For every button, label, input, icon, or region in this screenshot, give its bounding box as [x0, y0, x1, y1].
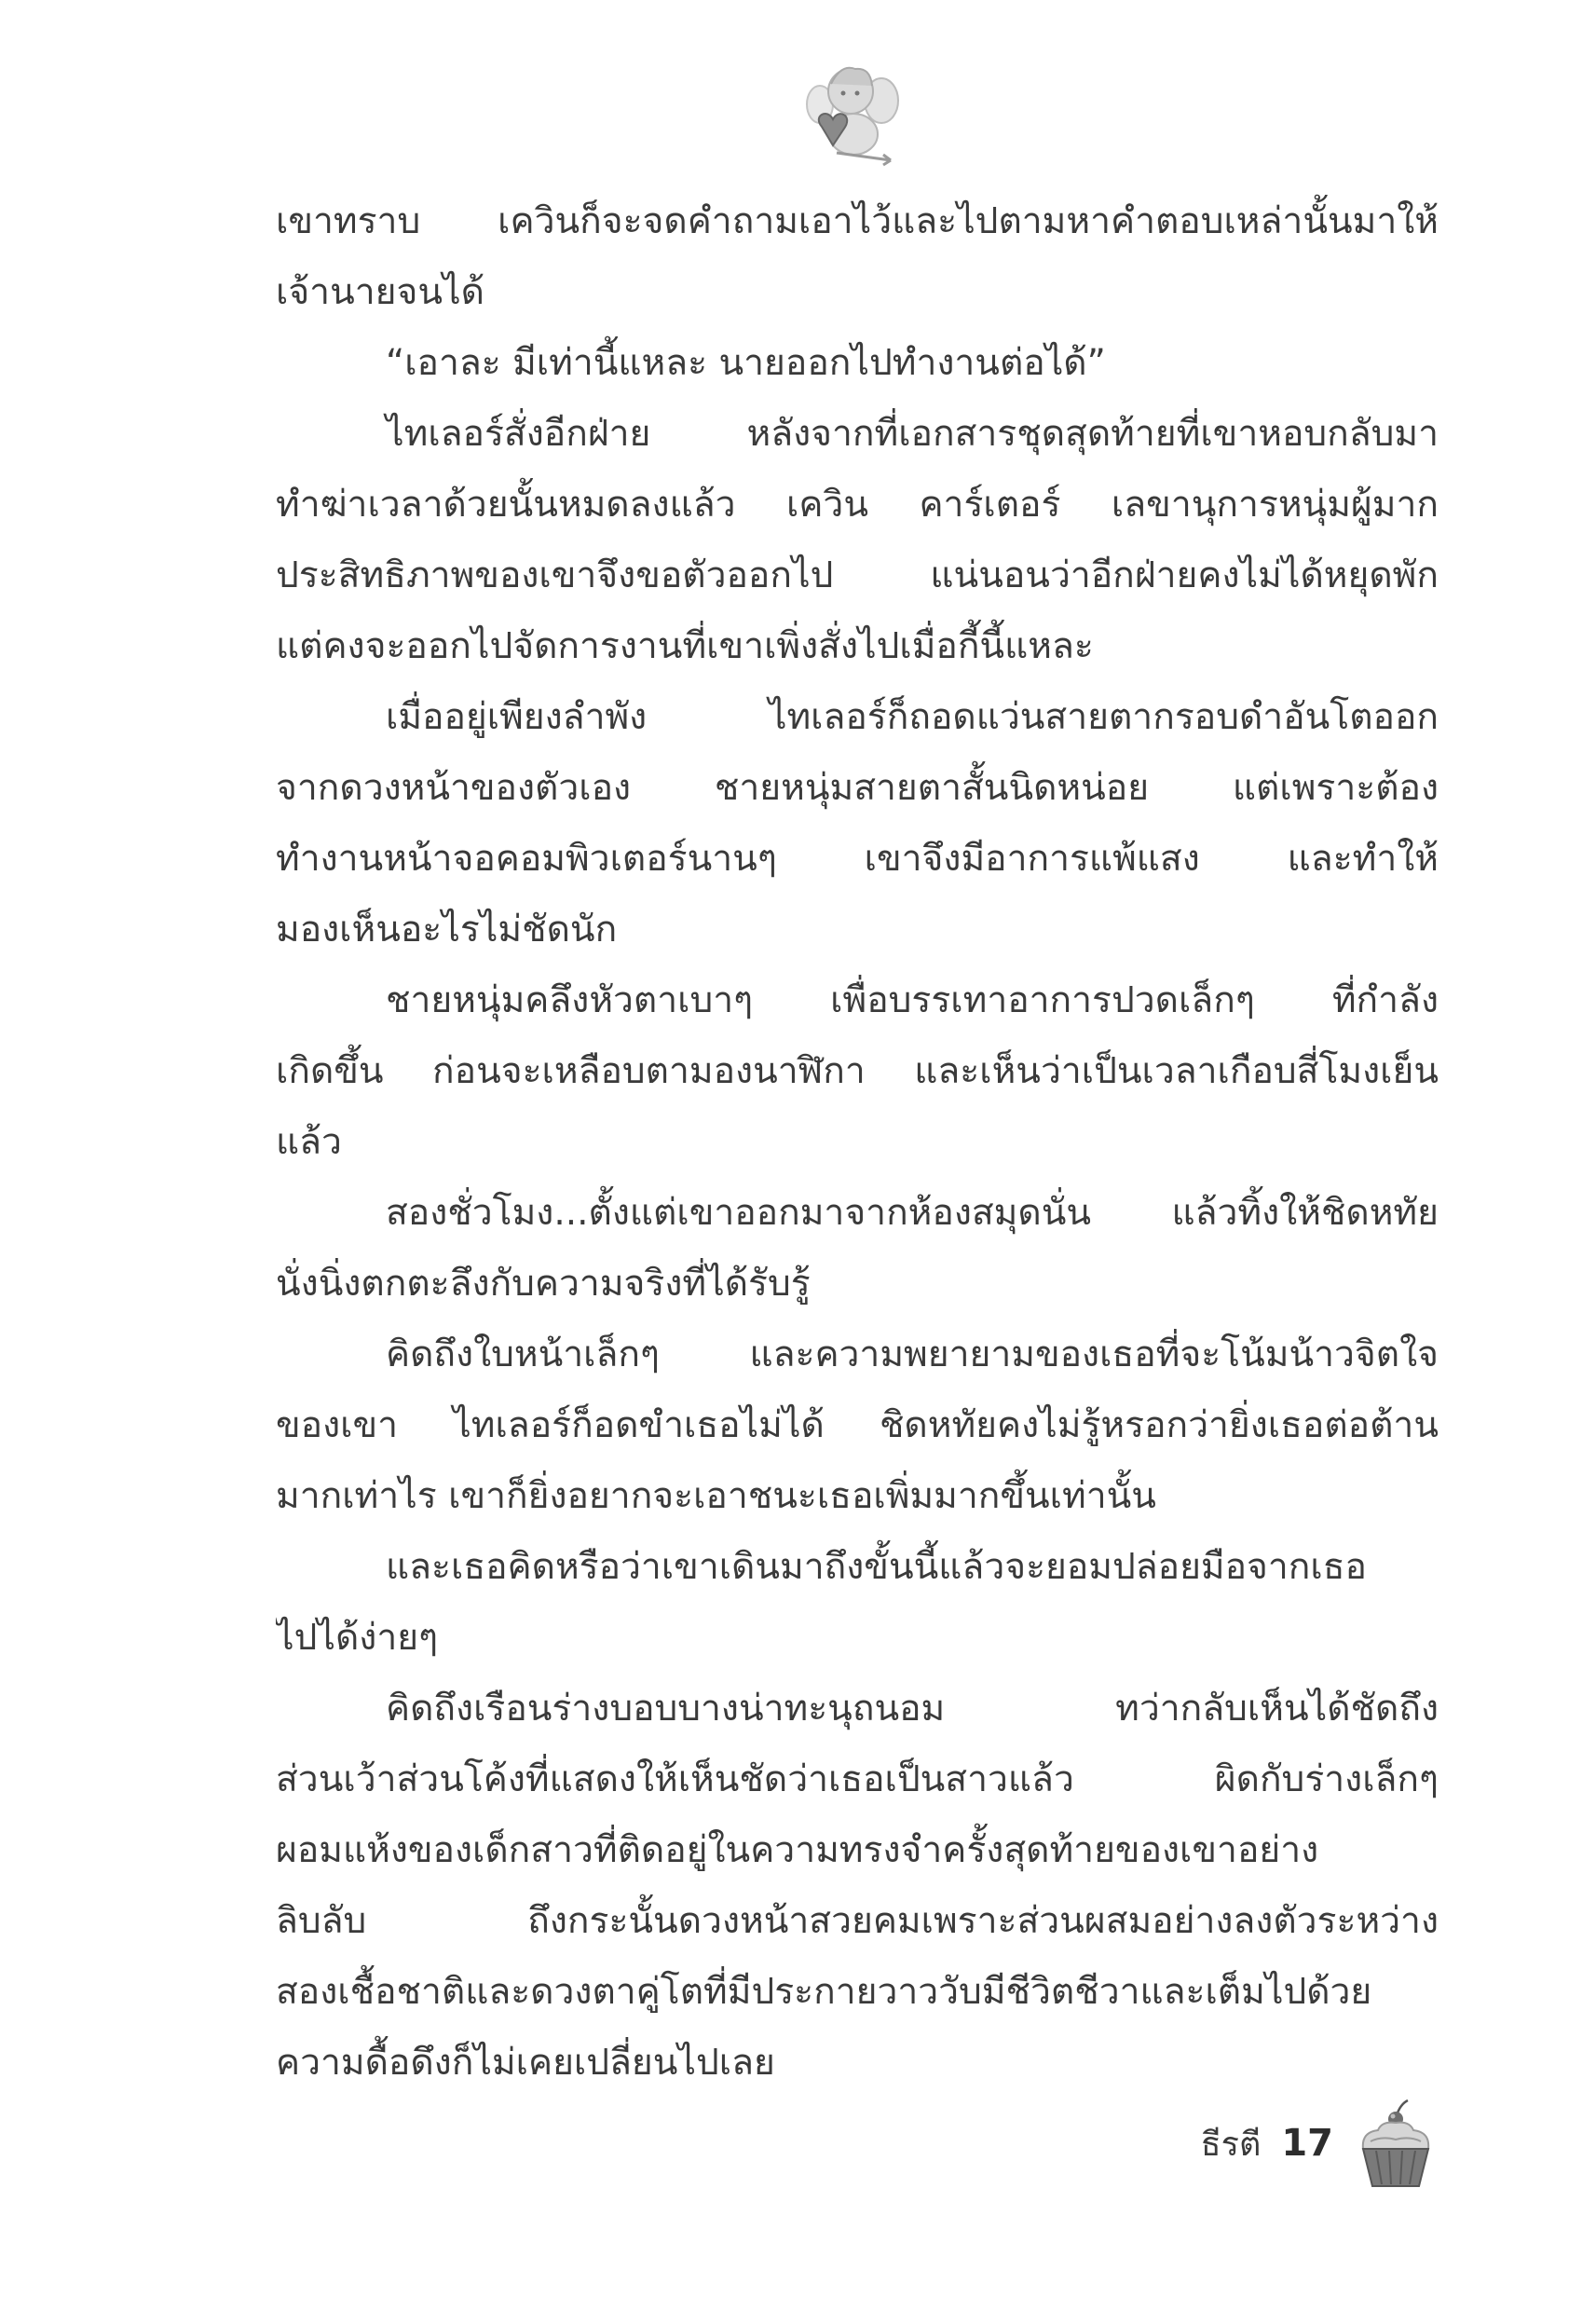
text-line: คิดถึงใบหน้าเล็กๆ และความพยายามของเธอที่จะโน้มน้าวจิตใจ: [386, 1333, 1439, 1375]
text-line: ทำงานหน้าจอคอมพิวเตอร์นานๆ เขาจึงมีอาการแพ้แสง และทำให้: [276, 838, 1439, 880]
cupid-holding-heart-icon: [799, 56, 902, 168]
text-line: ลิบลับ ถึงกระนั้นดวงหน้าสวยคมเพราะส่วนผสมอย่างลงตัวระหว่าง: [276, 1900, 1439, 1942]
page-footer: [1201, 2097, 1438, 2190]
text-line: เกิดขึ้น ก่อนจะเหลือบตามองนาฬิกา และเห็นว่าเป็นเวลาเกือบสี่โมงเย็น: [276, 1050, 1439, 1092]
text-line: ส่วนเว้าส่วนโค้งที่แสดงให้เห็นชัดว่าเธอเป็นสาวแล้ว ผิดกับร่างเล็กๆ: [276, 1758, 1439, 1800]
text-line: “เอาละ มีเท่านี้แหละ นายออกไปทำงานต่อได้”: [386, 342, 1106, 384]
text-line: ไปได้ง่ายๆ: [276, 1617, 439, 1659]
text-line: ของเขา ไทเลอร์ก็อดขำเธอไม่ได้ ชิดหทัยคงไม่รู้หรอกว่ายิ่งเธอต่อต้าน: [276, 1404, 1439, 1446]
text-line: มากเท่าไร เขาก็ยิ่งอยากจะเอาชนะเธอเพิ่มมากขึ้นเท่านั้น: [276, 1475, 1156, 1517]
text-line: แล้ว: [276, 1121, 342, 1163]
author-name: ธีรตี: [1200, 2125, 1262, 2164]
text-line: ประสิทธิภาพของเขาจึงขอตัวออกไป แน่นอนว่าอีกฝ่ายคงไม่ได้หยุดพัก: [276, 554, 1439, 596]
text-line: เมื่ออยู่เพียงลำพัง ไทเลอร์ก็ถอดแว่นสายตากรอบดำอันโตออก: [386, 696, 1439, 738]
text-line: เขาทราบ เควินก็จะจดคำถามเอาไว้และไปตามหาคำตอบเหล่านั้นมาให้: [276, 200, 1439, 242]
cupcake-icon: [1354, 2097, 1438, 2190]
text-line: และเธอคิดหรือว่าเขาเดินมาถึงขั้นนี้แล้วจะยอมปล่อยมือจากเธอ: [386, 1546, 1367, 1588]
text-line: ไทเลอร์สั่งอีกฝ่าย หลังจากที่เอกสารชุดสุดท้ายที่เขาหอบกลับมา: [386, 413, 1439, 455]
text-line: เจ้านายจนได้: [276, 271, 484, 313]
text-line: ผอมแห้งของเด็กสาวที่ติดอยู่ในความทรงจำครั้งสุดท้ายของเขาอย่าง: [276, 1829, 1319, 1871]
text-line: ทำฆ่าเวลาด้วยนั้นหมดลงแล้ว เควิน คาร์เตอร์ เลขานุการหนุ่มผู้มาก: [276, 484, 1439, 526]
text-line: แต่คงจะออกไปจัดการงานที่เขาเพิ่งสั่งไปเมื่อกี้นี้แหละ: [276, 625, 1094, 667]
text-line: สองเชื้อชาติและดวงตาคู่โตที่มีประกายวาววับมีชีวิตชีวาและเต็มไปด้วย: [276, 1971, 1372, 2013]
text-line: สองชั่วโมง...ตั้งแต่เขาออกมาจากห้องสมุดนั่น แล้วทิ้งให้ชิดหทัย: [386, 1192, 1439, 1234]
text-line: ชายหนุ่มคลึงหัวตาเบาๆ เพื่อบรรเทาอาการปวดเล็กๆ ที่กำลัง: [386, 979, 1439, 1021]
text-line: จากดวงหน้าของตัวเอง ชายหนุ่มสายตาสั้นนิดหน่อย แต่เพราะต้อง: [276, 767, 1439, 809]
text-line: นั่งนิ่งตกตะลึงกับความจริงที่ได้รับรู้: [276, 1263, 811, 1305]
body-text: [276, 186, 1439, 2099]
text-line: มองเห็นอะไรไม่ชัดนัก: [276, 909, 618, 950]
page-number: 17: [1281, 2122, 1333, 2165]
text-line: คิดถึงเรือนร่างบอบบางน่าทะนุถนอม ทว่ากลับเห็นได้ชัดถึง: [386, 1688, 1439, 1730]
text-line: ความดื้อดึงก็ไม่เคยเปลี่ยนไปเลย: [276, 2042, 775, 2084]
